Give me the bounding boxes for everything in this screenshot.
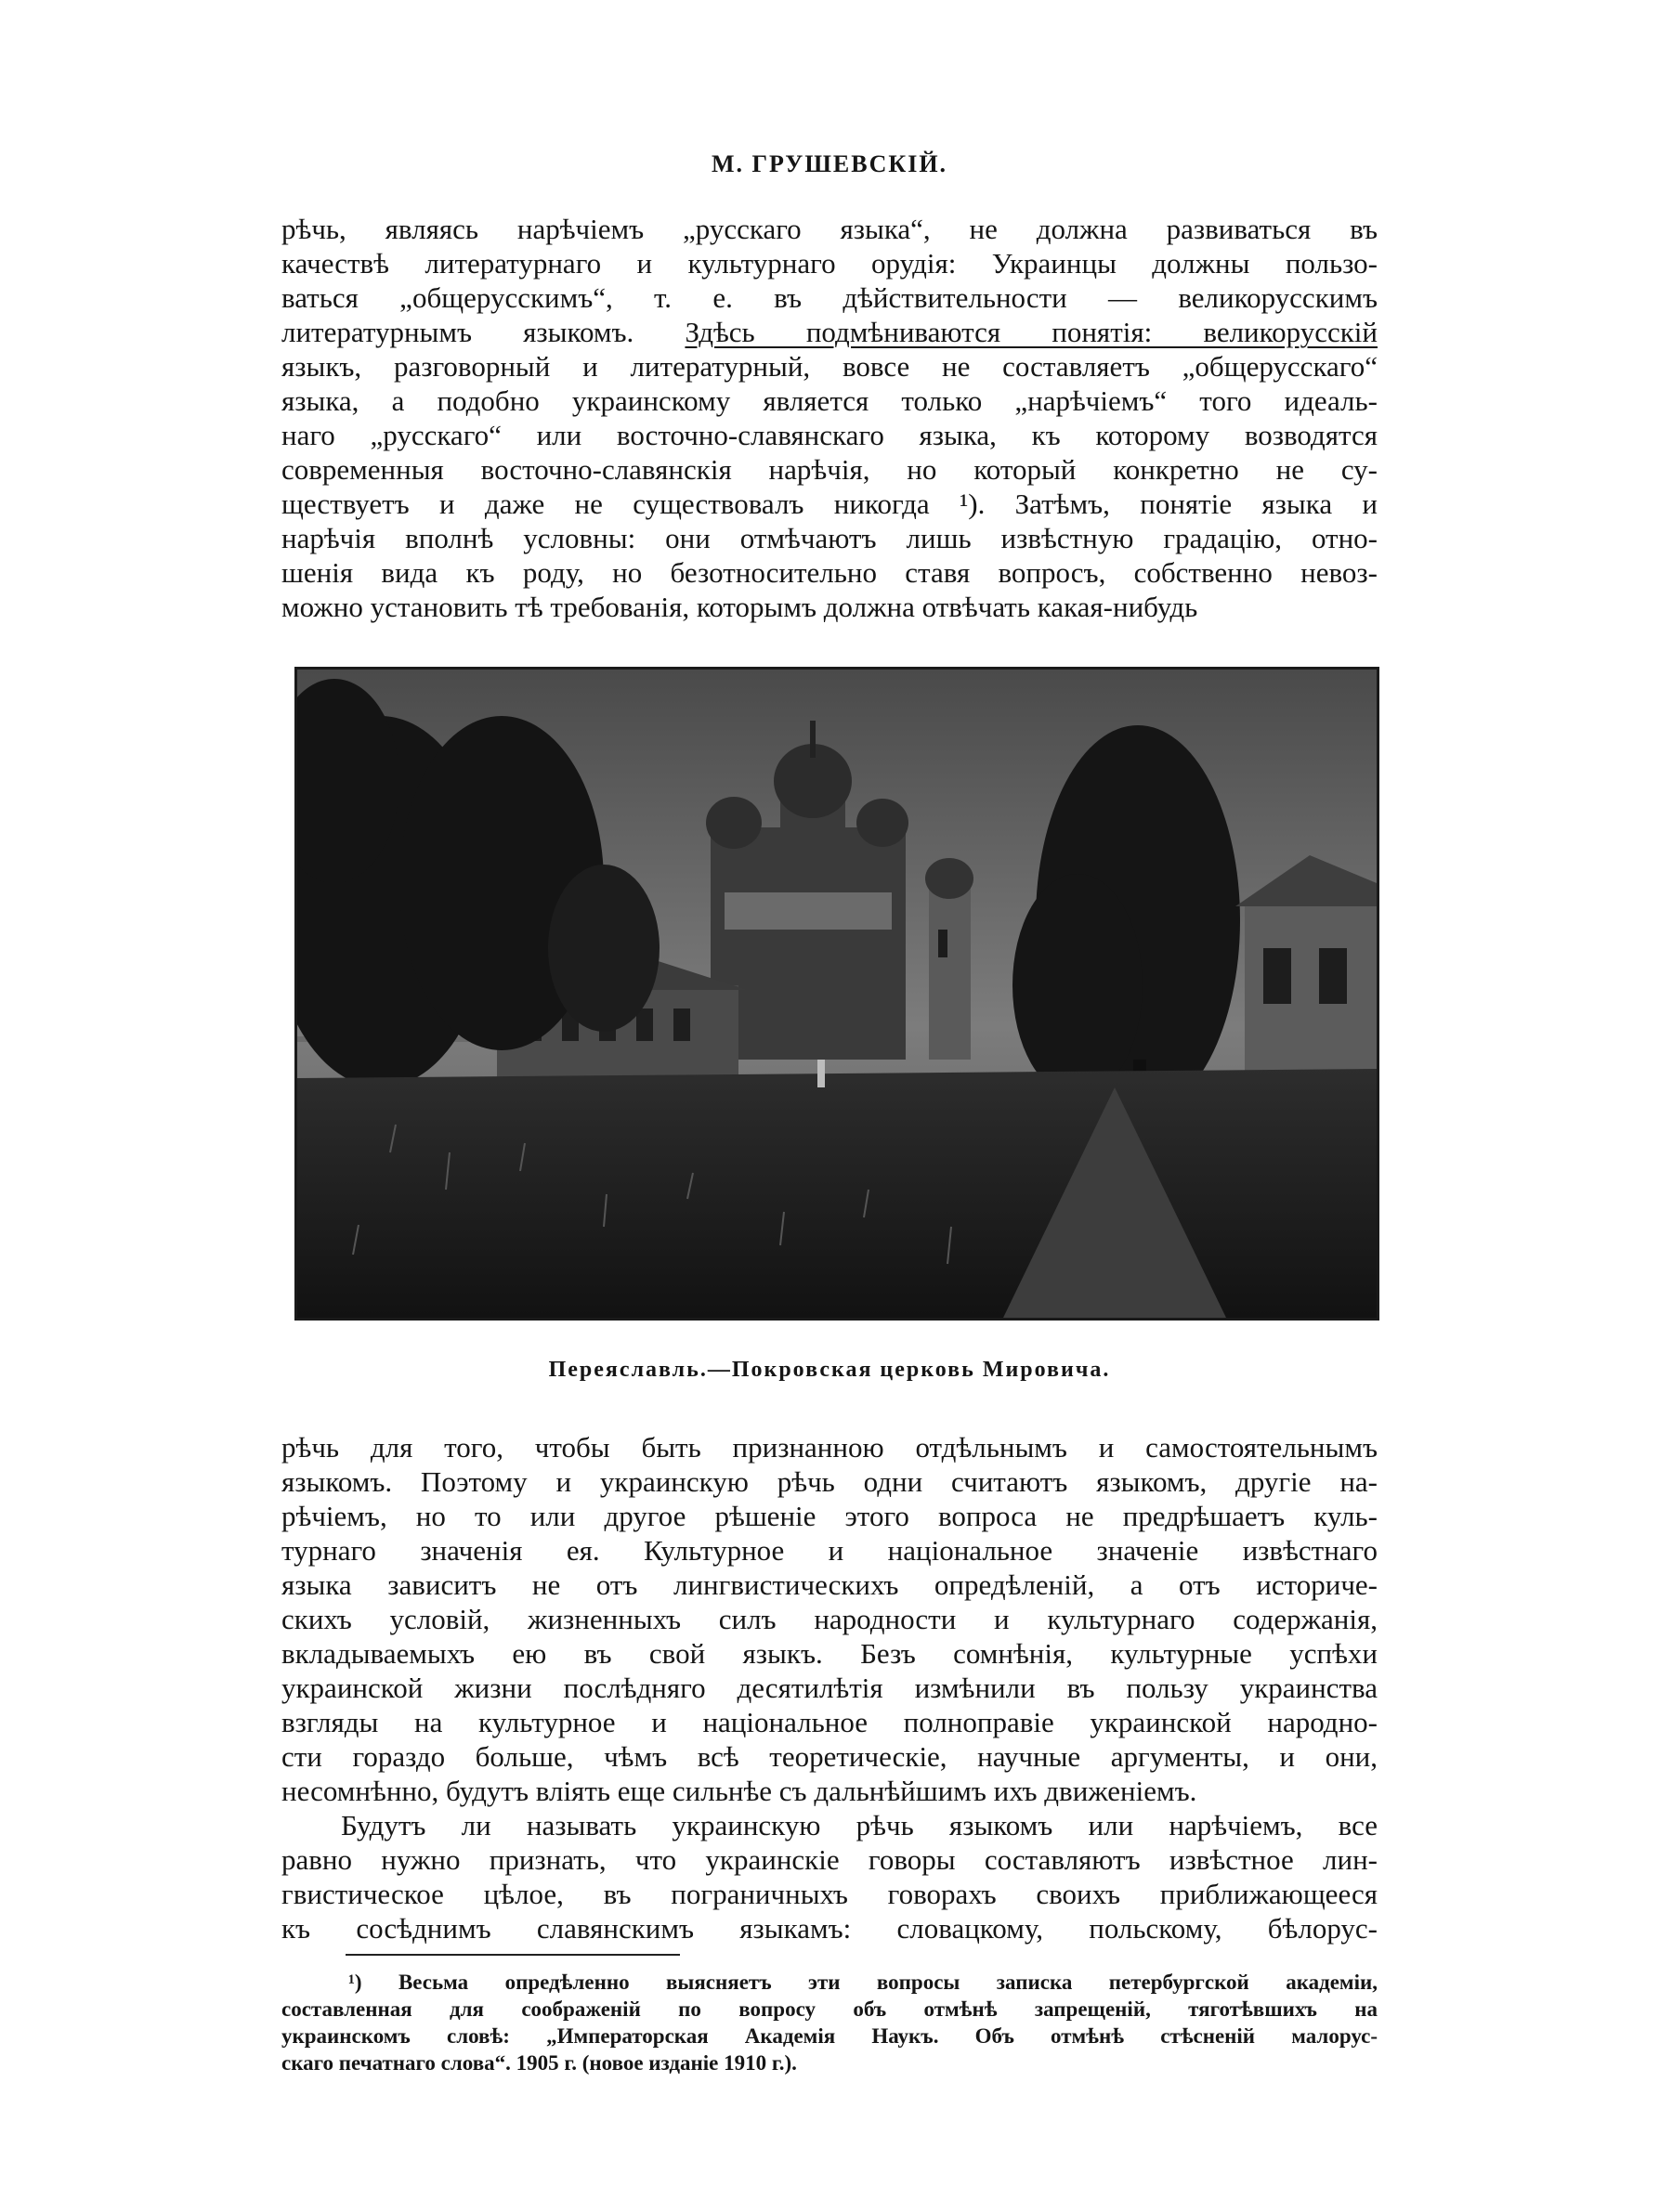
footnote-divider bbox=[346, 1954, 680, 1956]
photograph-illustration bbox=[297, 670, 1377, 1318]
text-line: языкомъ. Поэтому и украинскую рѣчь одни считаютъ языкомъ, другіе на- bbox=[281, 1465, 1378, 1498]
text-line: современныя восточно-славянскія нарѣчія, но который конкретно не су- bbox=[281, 453, 1378, 486]
footnote-line: ¹) Весьма опредѣленно выясняетъ эти вопросы записка петербургской академіи, bbox=[348, 1971, 1378, 1994]
footnote bbox=[281, 1969, 1378, 2076]
text-line: гвистическое цѣлое, въ пограничныхъ говорахъ своихъ приближающееся bbox=[281, 1878, 1378, 1910]
church-photograph bbox=[294, 667, 1379, 1321]
text-line: украинской жизни послѣдняго десятилѣтія измѣнили въ пользу украинства bbox=[281, 1672, 1378, 1704]
footnote-line: составленная для соображеній по вопросу объ отмѣнѣ запрещеній, тяготѣвшихъ на bbox=[281, 1997, 1378, 2021]
text-line: языка зависитъ не отъ лингвистическихъ опредѣленій, а отъ историче- bbox=[281, 1568, 1378, 1601]
text-line: взгляды на культурное и національное полноправіе украинской народно- bbox=[281, 1706, 1378, 1738]
text-line: нарѣчія вполнѣ условны: они отмѣчаютъ лишь извѣстную градацію, отно- bbox=[281, 522, 1378, 554]
text-line: языка, а подобно украинскому является только „нарѣчіемъ“ того идеаль- bbox=[281, 384, 1378, 417]
text-line: наго „русскаго“ или восточно-славянскаго языка, къ которому возводятся bbox=[281, 419, 1378, 451]
text-line: шенія вида къ роду, но безотносительно ставя вопросъ, собственно невоз- bbox=[281, 556, 1378, 589]
text-line: можно установить тѣ требованія, которымъ должна отвѣчать какая-нибудь bbox=[281, 591, 1198, 623]
text-line: рѣчь, являясь нарѣчіемъ „русскаго языка“, не должна развиваться въ bbox=[281, 213, 1378, 245]
underlined-fragment: Здѣсь подмѣниваются понятія: великорусскій bbox=[685, 316, 1378, 348]
text-line: рѣчь для того, чтобы быть признанною отдѣльнымъ и самостоятельнымъ bbox=[281, 1431, 1378, 1464]
text-line: рѣчіемъ, но то или другое рѣшеніе этого вопроса не предрѣшаетъ куль- bbox=[281, 1500, 1378, 1532]
running-head: М. ГРУШЕВСКІЙ. bbox=[711, 150, 948, 177]
text-line: вкладываемыхъ ею въ свой языкъ. Безъ сомнѣнія, культурные успѣхи bbox=[281, 1637, 1378, 1670]
footnote-line: украинскомъ словѣ: „Императорская Академія Наукъ. Объ отмѣнѣ стѣсненій малорус- bbox=[281, 2024, 1378, 2048]
text-line: турнаго значенія ея. Культурное и національное значеніе извѣстнаго bbox=[281, 1534, 1378, 1567]
top-paragraph bbox=[281, 212, 1378, 624]
text-fragment: литературнымъ языкомъ. bbox=[281, 316, 634, 348]
text-line: равно нужно признать, что украинскіе говоры составляютъ извѣстное лин- bbox=[281, 1843, 1378, 1876]
text-line: къ сосѣднимъ славянскимъ языкамъ: словацкому, польскому, бѣлорус- bbox=[281, 1912, 1378, 1945]
text-line: ществуетъ и даже не существовалъ никогда ¹). Затѣмъ, понятіе языка и bbox=[281, 488, 1378, 520]
text-line: Будутъ ли называть украинскую рѣчь языкомъ или нарѣчіемъ, все bbox=[341, 1809, 1378, 1841]
text-line: качествѣ литературнаго и культурнаго орудія: Украинцы должны пользо- bbox=[281, 247, 1378, 280]
text-line bbox=[281, 315, 1378, 349]
text-line: языкъ, разговорный и литературный, вовсе не составляетъ „общерусскаго“ bbox=[281, 350, 1378, 383]
text-line: сти гораздо больше, чѣмъ всѣ теоретическіе, научные аргументы, и они, bbox=[281, 1740, 1378, 1773]
text-line: ваться „общерусскимъ“, т. е. въ дѣйствительности — великорусскимъ bbox=[281, 281, 1378, 314]
bottom-paragraph bbox=[281, 1430, 1378, 1945]
road-ground bbox=[297, 1069, 1377, 1318]
figure-caption: Переяславль.—Покровская церковь Мировича. bbox=[548, 1358, 1111, 1382]
text-line: скихъ условій, жизненныхъ силъ народности и культурнаго содержанія, bbox=[281, 1603, 1378, 1635]
figure-person bbox=[817, 1060, 825, 1087]
text-line: несомнѣнно, будутъ вліять еще сильнѣе съ дальнѣйшимъ ихъ движеніемъ. bbox=[281, 1775, 1197, 1807]
footnote-line: скаго печатнаго слова“. 1905 г. (новое изданіе 1910 г.). bbox=[281, 2051, 797, 2075]
